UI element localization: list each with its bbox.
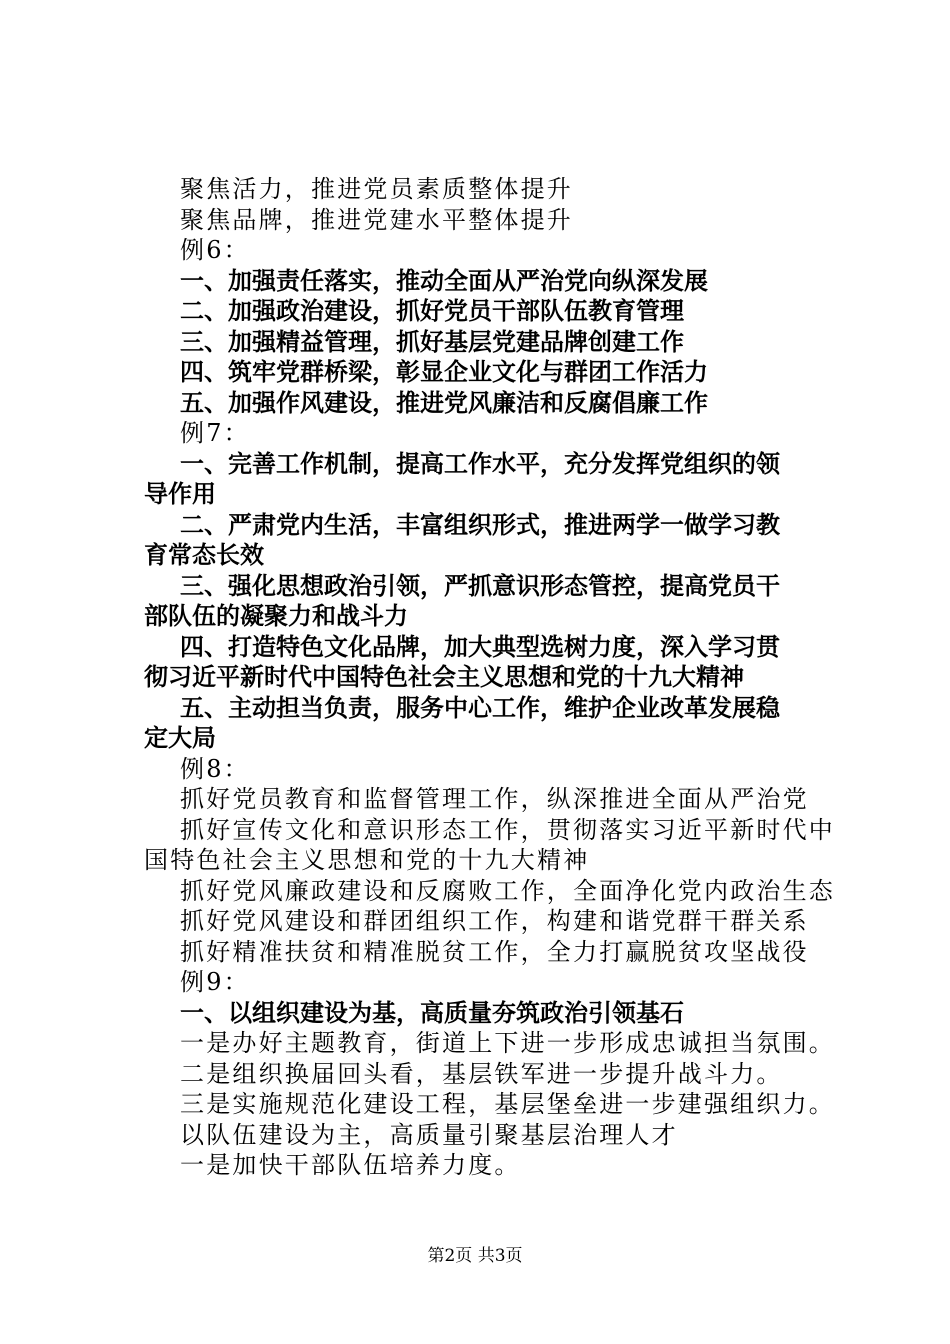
text-line: 以队伍建设为主，高质量引聚基层治理人才 <box>180 1120 678 1149</box>
heading-line: 三、加强精益管理，抓好基层党建品牌创建工作 <box>180 327 684 356</box>
text-line: 聚焦活力，推进党员素质整体提升 <box>180 175 573 203</box>
text-line: 抓好宣传文化和意识形态工作，贯彻落实习近平新时代中 <box>180 815 835 844</box>
text-line: 一是办好主题教育，街道上下进一步形成忠诚担当氛围。 <box>180 1029 835 1057</box>
text-line: 二是组织换届回头看，基层铁军进一步提升战斗力。 <box>180 1059 783 1088</box>
heading-line: 二、严肃党内生活，丰富组织形式，推进两学一做学习教 <box>180 510 780 539</box>
text-line: 一是加快干部队伍培养力度。 <box>180 1151 521 1179</box>
text-line: 例7： <box>180 419 250 447</box>
document-body <box>144 174 834 1181</box>
text-line: 抓好党风建设和群团组织工作，构建和谐党群干群关系 <box>180 907 809 935</box>
heading-line: 一、完善工作机制，提高工作水平，充分发挥党组织的领 <box>180 449 780 478</box>
text-line: 三是实施规范化建设工程，基层堡垒进一步建强组织力。 <box>180 1090 835 1118</box>
text-line: 抓好党风廉政建设和反腐败工作，全面净化党内政治生态 <box>180 876 835 905</box>
heading-line: 定大局 <box>144 724 216 752</box>
text-line: 例8： <box>180 754 250 783</box>
heading-line: 育常态长效 <box>144 541 264 569</box>
heading-line: 五、加强作风建设，推进党风廉洁和反腐倡廉工作 <box>180 388 708 417</box>
heading-line: 导作用 <box>144 480 216 508</box>
heading-line: 五、主动担当负责，服务中心工作，维护企业改革发展稳 <box>180 693 780 722</box>
page-footer: 第2页 共3页 <box>427 1246 523 1266</box>
text-line: 聚焦品牌，推进党建水平整体提升 <box>180 205 573 234</box>
text-line: 国特色社会主义思想和党的十九大精神 <box>144 846 590 874</box>
text-line: 例6： <box>180 236 250 264</box>
text-line: 抓好精准扶贫和精准脱贫工作，全力打赢脱贫攻坚战役 <box>180 937 809 966</box>
text-line: 例9： <box>180 968 250 996</box>
heading-line: 三、强化思想政治引领，严抓意识形态管控，提高党员干 <box>180 571 780 600</box>
heading-line: 部队伍的凝聚力和战斗力 <box>144 602 408 630</box>
text-line: 抓好党员教育和监督管理工作，纵深推进全面从严治党 <box>180 785 809 813</box>
heading-line: 四、筑牢党群桥梁，彰显企业文化与群团工作活力 <box>180 358 708 386</box>
heading-line: 一、加强责任落实，推动全面从严治党向纵深发展 <box>180 266 708 295</box>
heading-line: 彻习近平新时代中国特色社会主义思想和党的十九大精神 <box>144 663 744 691</box>
heading-line: 一、以组织建设为基，高质量夯筑政治引领基石 <box>180 998 684 1027</box>
heading-line: 四、打造特色文化品牌，加大典型选树力度，深入学习贯 <box>180 632 780 661</box>
heading-line: 二、加强政治建设，抓好党员干部队伍教育管理 <box>180 297 684 325</box>
